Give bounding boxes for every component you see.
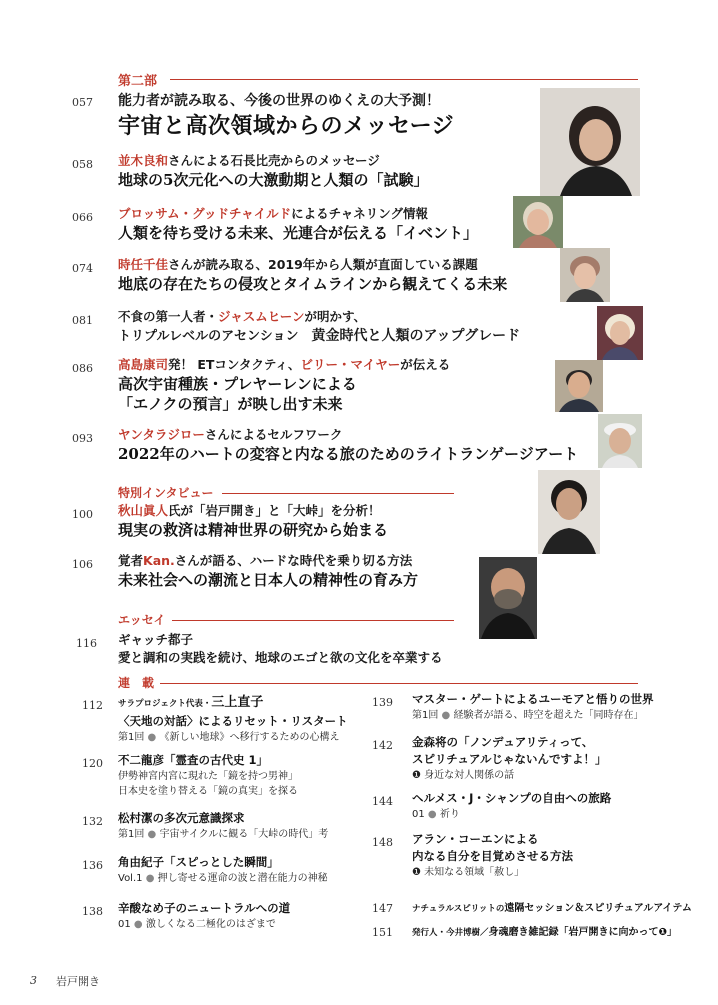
portrait-photo-namiki [540,88,640,196]
serial-episode [118,730,348,745]
subtitle-text: さんによる石長比売からのメッセージ [168,153,380,168]
portrait-photo-akiyama [538,470,600,554]
entry-subtitle [118,308,520,326]
serial-author: アラン・コーエンによる [412,832,539,846]
serial-line [412,923,677,938]
section-rule [170,79,638,80]
magazine-title: 岩戸開き [56,975,100,988]
subtitle-text: 覚者 [118,553,144,568]
subtitle-text: さんが語る、ハードな時代を乗り切る方法 [174,553,413,568]
bullet-icon: ● [144,829,160,840]
entry-subtitle [118,426,578,444]
entry-title: 2022年のハートの変容と内なる旅のためのライトランゲージアート [118,445,579,463]
entry-title: 高次宇宙種族・プレヤーレンによる [118,375,357,393]
episode-text: 押し寄せる運命の波と潜在能力の神秘 [157,873,328,884]
episode-text: 激しくなる二極化のはざまで [145,919,276,930]
page-number: 112 [82,699,103,712]
toc-entry-116[interactable] [118,631,443,667]
entry-title [118,326,520,347]
episode-number: 01 [412,809,425,820]
toc-entry-093[interactable] [118,426,578,464]
section-rule [222,493,454,494]
subtitle-text: が伝える [400,357,451,372]
serial-author-line2: 内なる自分を目覚めさせる方法 [412,849,573,863]
portrait-photo-yantara [598,414,642,468]
toc-entry-066[interactable] [118,205,478,243]
toc-entry-057[interactable] [118,90,454,140]
serial-entry-132[interactable] [118,810,328,842]
serial-episode [412,768,606,783]
portrait-photo-kan [479,557,537,639]
serial-episode [412,865,573,880]
serial-line [412,899,692,914]
bullet-icon: ● [130,919,146,930]
person-name: Kan. [143,553,175,568]
episode-number: ❶ [412,770,421,781]
page-number: 138 [82,905,103,918]
serial-episode [118,827,328,842]
portrait-photo-blossom [513,196,563,248]
subtitle-text: 氏が「岩戸開き」と「大峠」を分析！ [168,503,381,518]
person-name: ジャスムヒーン [218,309,305,324]
serial-episode [118,917,290,932]
page-number: 093 [72,432,93,445]
toc-entry-086[interactable] [118,356,450,414]
entry-subtitle [118,356,450,374]
person-name: ヤンタラジロー [118,427,205,442]
serial-entry-144[interactable] [412,790,611,822]
subtitle-text: 不食の第一人者・ [118,309,219,324]
person-name: 時任千佳 [118,257,169,272]
person-name: 秋山眞人 [118,503,169,518]
portrait-photo-takashima [555,360,603,412]
page-number: 151 [372,926,393,939]
entry-title: 愛と調和の実践を続け、地球のエゴと欲の文化を卒業する [118,650,443,665]
person-name: ブロッサム・グッドチャイルド [118,206,292,221]
page-number: 120 [82,757,103,770]
toc-entry-074[interactable] [118,256,507,294]
serial-entry-139[interactable] [412,691,654,723]
serial-author: 松村潔の多次元意識探求 [118,811,245,825]
entry-title: 宇宙と高次領域からのメッセージ [118,113,455,139]
entry-title-line2: 「エノクの預言」が映し出す未来 [118,395,343,413]
line-text: 身魂磨き雑記録「岩戸開きに向かって❶」 [488,927,677,938]
subtitle-text: さんによるセルフワーク [204,427,343,442]
section-rule [160,683,638,684]
entry-subtitle [118,152,428,170]
page-number: 132 [82,815,103,828]
section-rule [172,620,454,621]
subtitle-text: によるチャネリング情報 [291,206,429,221]
episode-number: Vol.1 [118,873,143,884]
serial-title-line2: 日本史を塗り替える「鏡の真実」を探る [118,786,298,797]
toc-entry-106[interactable] [118,552,418,590]
toc-entry-100[interactable] [118,502,388,540]
serial-author: ヘルメス・J・シャンプの自由への旅路 [412,791,612,805]
entry-subtitle: 能力者が読み取る、今後の世界のゆくえの大予測！ [118,93,440,109]
bullet-icon: ● [424,809,440,820]
serial-entry-142[interactable] [412,734,606,783]
page-number: 144 [372,795,393,808]
page-number: 142 [372,739,393,752]
serial-entry-120[interactable] [118,752,298,799]
serial-episode [412,807,611,822]
serial-entry-151[interactable] [412,923,677,938]
entry-subtitle [118,552,418,570]
portrait-photo-tokito [560,248,610,302]
page-number: 136 [82,859,103,872]
episode-text: 経験者が語る、時空を超えた「同時存在」 [453,710,644,721]
serial-entry-148[interactable] [412,831,573,880]
section-heading-special-interview: 特別インタビュー [118,486,214,500]
serial-author-line2: スピリチュアルじゃないんですよ！」 [412,752,607,766]
page-number: 081 [72,314,93,327]
page-number: 100 [72,508,93,521]
episode-number: 第1回 [118,732,145,743]
entry-title: 現実の救済は精神世界の研究から始まる [118,521,389,539]
section-heading-essay: エッセイ [118,613,166,627]
episode-number: ❶ [412,867,421,878]
author-name: 三上直子 [211,695,264,710]
episode-number: 第1回 [118,829,145,840]
folio-page-number: 3 [30,974,37,987]
entry-subtitle: ギャッチ都子 [118,632,194,647]
entry-title: 地底の存在たちの侵攻とタイムラインから観えてくる未来 [118,275,508,293]
page-number: 139 [372,696,393,709]
episode-number: 01 [118,919,131,930]
episode-text: 未知なる領域「赦し」 [424,867,525,878]
serial-episode [118,871,328,886]
section-heading-part2: 第二部 [118,74,158,89]
bullet-icon: ● [144,732,160,743]
entry-subtitle [118,502,388,520]
serial-entry-112[interactable] [118,694,348,745]
entry-title: 地球の5次元化への大激動期と人類の「試験」 [118,171,429,189]
portrait-photo-jasmuheen [597,306,643,360]
serial-author: 不二龍彦「霊査の古代史 1」 [118,753,269,767]
person-name: ビリー・マイヤー [300,357,401,372]
serial-author: 金森将の「ノンデュアリティって、 [412,735,594,749]
entry-subtitle [118,205,478,223]
serial-author: マスター・ゲートによるユーモアと悟りの世界 [412,692,654,706]
episode-text: 宇宙サイクルに観る「大峠の時代」考 [159,829,329,840]
subtitle-text: が明かす、 [304,309,367,324]
serial-author [118,694,348,713]
entry-subtitle [118,256,507,274]
page-number: 058 [72,158,93,171]
person-name: 高島康司 [118,357,169,372]
serial-title: 〈天地の対話〉によるリセット・リスタート [118,714,348,728]
episode-text: 《新しい地球》へ移行するための心構え [159,732,340,743]
line-text: 遠隔セッション＆スピリチュアルアイテム [504,903,692,914]
bullet-icon: ● [438,710,454,721]
episode-text: 祈り [439,809,460,820]
page-number: 086 [72,362,93,375]
page-number: 106 [72,558,93,571]
serial-author: 辛酸なめ子のニュートラルへの道 [118,901,291,915]
page-number: 057 [72,96,93,109]
toc-entry-058[interactable] [118,152,428,190]
serial-entry-147[interactable] [412,899,692,914]
serial-entry-138[interactable] [118,900,290,932]
episode-number: 第1回 [412,710,439,721]
line-text: ナチュラルスピリットの [412,904,505,914]
serial-episode [412,708,654,723]
serial-entry-136[interactable] [118,854,328,886]
subtitle-text: 発！ ETコンタクティ、 [168,357,301,372]
subtitle-text: さんが読み取る、2019年から人類が直面している課題 [168,257,478,272]
serial-author: 角由紀子「スピっとした瞬間」 [118,855,279,869]
page-number: 074 [72,262,93,275]
bullet-icon: ● [142,873,158,884]
toc-entry-081[interactable] [118,308,520,347]
serial-title: 伊勢神宮内宮に現れた「鏡を持つ男神」 [118,771,298,782]
entry-title: 未来社会への潮流と日本人の精神性の育み方 [118,571,419,589]
author-prefix: サラプロジェクト代表・ [118,699,212,709]
episode-text: 身近な対人関係の話 [424,770,515,781]
page-number: 147 [372,902,393,915]
page-number: 148 [372,836,393,849]
page-number: 066 [72,211,93,224]
title-part: 黄金時代と人類のアップグレード [311,328,521,344]
section-heading-serial: 連 載 [118,676,155,690]
entry-title: 人類を待ち受ける未来、光連合が伝える「イベント」 [118,224,479,242]
line-text: 発行人・今井博樹／ [412,928,489,938]
person-name: 並木良和 [118,153,169,168]
page-number: 116 [76,637,97,650]
title-part: トリプルレベルのアセンション [118,329,299,344]
